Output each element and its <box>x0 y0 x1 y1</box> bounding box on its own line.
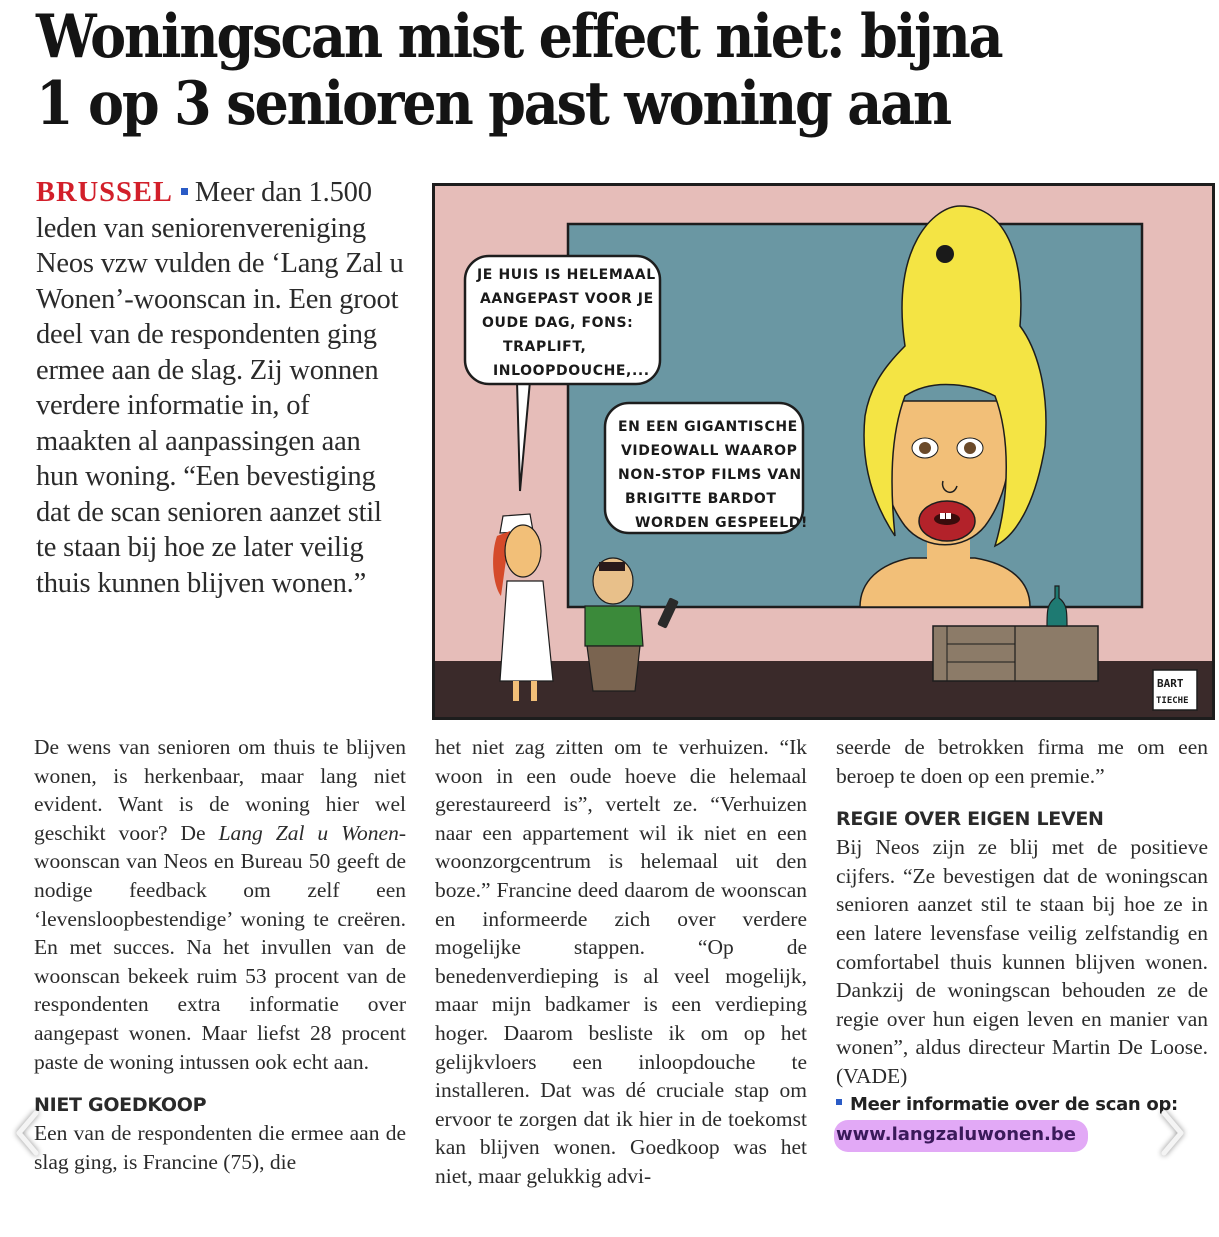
bubble1-line-4: TRAPLIFT, <box>503 339 587 355</box>
next-page-button[interactable] <box>1158 1108 1188 1158</box>
subhead-niet-goedkoop: NIET GOEDKOOP <box>34 1094 207 1117</box>
chevron-right-icon <box>1160 1110 1186 1156</box>
headline-line-2: 1 op 3 senioren past woning aan <box>36 69 951 139</box>
lead-paragraph <box>36 175 406 601</box>
signature-line-1: BART <box>1157 677 1184 690</box>
headline <box>36 4 1089 138</box>
website-link[interactable]: www.langzaluwonen.be <box>834 1120 1088 1153</box>
lead-text: Meer dan 1.500 leden van seniorenvereniging Neos vzw vulden de ‘Lang Zal u Wonen’-woonscan in. Een groot deel van de respondenten ging ermee aan de slag. Zij wonnen verdere informatie in, of maakten al aanpassingen aan hun woning. “Een bevestiging dat de scan senioren aanzet stil te staan bij hoe ze later veilig thuis kunnen blijven wonen.” <box>36 177 404 599</box>
bullet-square-icon <box>836 1099 842 1105</box>
more-info-line <box>836 1091 1208 1119</box>
bubble1-line-3: OUDE DAG, FONS: <box>482 315 634 331</box>
signature-line-2: TIECHE <box>1156 696 1189 706</box>
chevron-left-icon <box>14 1110 40 1156</box>
cartoon-svg <box>435 186 1212 717</box>
body-paragraph-2-part-2: het niet zag zitten om te verhuizen. “Ik woon in een oude hoeve die helemaal gerestaureerd is”, vertelt ze. “Verhuizen naar een appartement wil ik niet en een woonzorgcentrum is helemaal uit den boze.” Francine deed daarom de woonscan en informeerde zich over verdere mogelijke stappen. “Op de benedenverdieping is al veel mogelijk, maar mijn badkamer is een verdieping hoger. Daarom besliste ik om op het gelijkvloers een inloopdouche te installeren. Dat was dé cruciale stap om ervoor te zorgen dat ik hier in de toekomst kan blijven wonen. Goedkoop was het niet, maar gelukkig advi- <box>435 735 807 1188</box>
body-p1-text-b: -woonscan van Neos en Bureau 50 geeft de nodige feedback om zelf een ‘levensloopbestendige’ woning te creëren. En met succes. Na het invullen van de woonscan bekeek ruim 53 procent van de respondenten extra informatie over aangepast wonen. Maar liefst 28 procent paste de woning intussen ook echt aan. <box>34 820 406 1074</box>
body-paragraph-2-part-1: Een van de respondenten die ermee aan de slag ging, is Francine (75), die <box>34 1121 406 1174</box>
bubble2-line-3: NON-STOP FILMS VAN <box>618 467 802 483</box>
body-column-3 <box>836 733 1208 1152</box>
body-p1-text-a: De wens van senioren om thuis te blijven wonen, is herkenbaar, maar lang niet evident. Want is de woning hier wel geschikt voor? De <box>34 735 406 845</box>
bubble1-line-5: INLOOPDOUCHE,... <box>493 363 650 379</box>
body-column-2 <box>435 733 807 1191</box>
body-column-1 <box>34 733 406 1176</box>
bubble1-line-1: JE HUIS IS HELEMAAL <box>477 267 656 283</box>
body-paragraph-3: Bij Neos zijn ze blij met de positieve cijfers. “Ze bevestigen dat de woningscan senioren aanzet stil te staan bij hoe ze in een latere levensfase veilig zelfstandig en comfortabel thuis kunnen blijven wonen. Dankzij de woningscan behouden ze de regie over hun eigen leven en manier van wonen”, aldus directeur Martin De Loose. (VADE) <box>836 835 1208 1088</box>
bubble2-line-5: WORDEN GESPEELD! <box>635 515 808 531</box>
cartoon-illustration <box>432 183 1215 720</box>
headline-line-1: Woningscan mist effect niet: bijna <box>36 2 1002 72</box>
previous-page-button[interactable] <box>12 1108 42 1158</box>
bubble2-line-4: BRIGITTE BARDOT <box>625 491 777 507</box>
body-p1-italic: Lang Zal u Wonen <box>218 820 399 845</box>
body-paragraph-1 <box>34 733 406 1076</box>
more-info-label: Meer informatie over de scan op: <box>850 1093 1178 1115</box>
subhead-regie-over-eigen-leven: REGIE OVER EIGEN LEVEN <box>836 808 1104 831</box>
artist-signature <box>1153 670 1197 710</box>
bubble2-line-1: EN EEN GIGANTISCHE <box>618 419 798 435</box>
bullet-square-icon <box>181 188 188 195</box>
bubble2-line-2: VIDEOWALL WAAROP <box>621 443 798 459</box>
bubble1-line-2: AANGEPAST VOOR JE <box>480 291 654 307</box>
dateline: BRUSSEL <box>36 177 173 208</box>
body-paragraph-2-part-3: seerde de betrokken firma me om een beroep te doen op een premie.” <box>836 735 1208 788</box>
speech-bubble-man <box>605 403 808 533</box>
